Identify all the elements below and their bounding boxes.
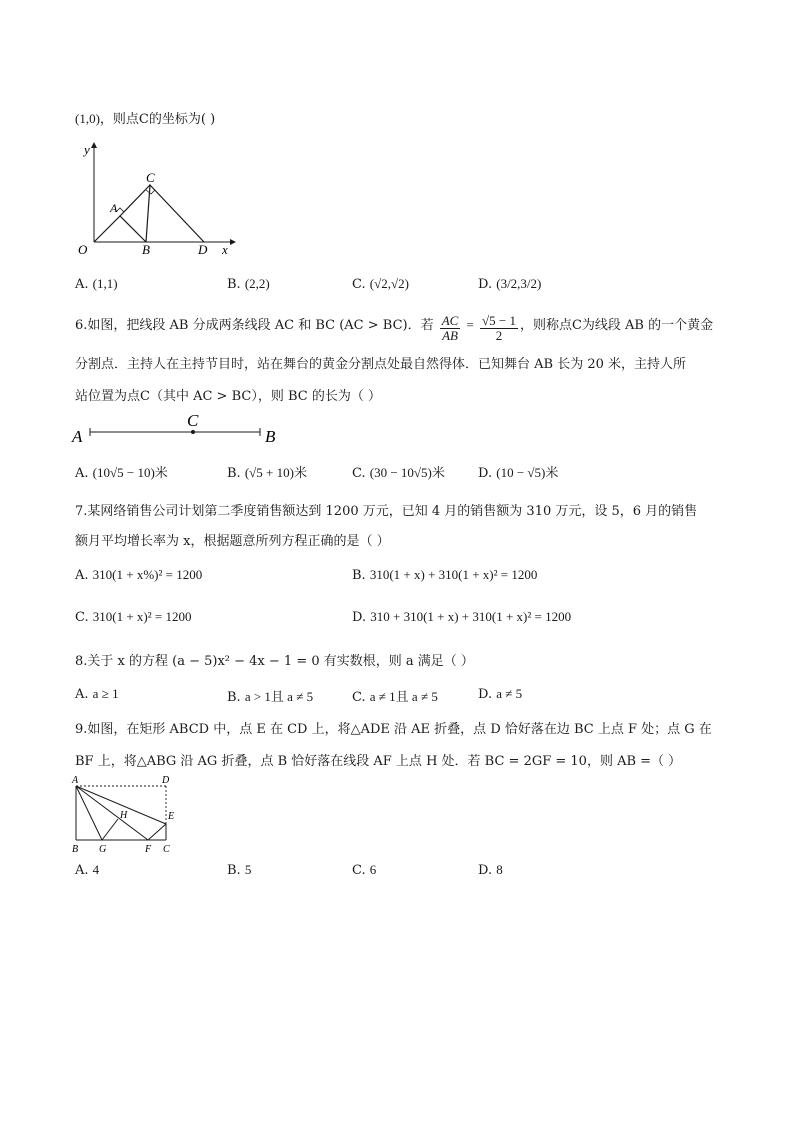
q5-label-c: C xyxy=(146,170,155,185)
q9-option-b[interactable]: B. 5 xyxy=(227,862,252,878)
q5-label-x: x xyxy=(222,242,228,257)
q9-option-a[interactable]: A. 4 xyxy=(75,862,100,878)
q5-label-o: O xyxy=(78,242,88,257)
q9-label-g: G xyxy=(99,844,107,855)
q5-option-a[interactable]: A. (1,1) xyxy=(75,276,118,292)
q6-option-c[interactable]: C. (30 − 10√5)米 xyxy=(352,465,445,481)
q8-option-d[interactable]: D. a ≠ 5 xyxy=(478,686,523,702)
q9-figure xyxy=(68,772,188,858)
q9-label-h: H xyxy=(120,810,128,821)
q9-stem-line2: BF 上，将△ABG 沿 AG 折叠，点 B 恰好落在线段 AF 上点 H 处．若 BC = 2GF = 10，则 AB =（ ） xyxy=(75,754,682,769)
q6-stem-line2: 分割点．主持人在主持节目时，站在舞台的黄金分割点处最自然得体．已知舞台 AB 长为 20 米，主持人所 xyxy=(75,357,687,372)
q5-option-b[interactable]: B. (2,2) xyxy=(227,276,270,292)
q6-stem-line3: 站位置为点C（其中 AC > BC），则 BC 的长为（ ） xyxy=(75,389,381,404)
q5-stem xyxy=(75,108,215,127)
q8-option-a[interactable]: A. a ≥ 1 xyxy=(75,686,119,702)
q6-fraction-golden: $\frac{√5 - 1}{2}$ xyxy=(481,313,516,343)
q6-label-c: C xyxy=(187,411,199,430)
q5-label-b: B xyxy=(142,242,150,257)
q7-option-c[interactable]: C. 310(1 + x)² = 1200 xyxy=(75,609,192,625)
q5-figure xyxy=(70,140,240,260)
q8-stem: 8.关于 x 的方程 (a − 5)x² − 4x − 1 = 0 有实数根，则 a 满足（ ） xyxy=(75,654,474,669)
q7-option-a[interactable]: A. 310(1 + x%)² = 1200 xyxy=(75,567,203,583)
q5-label-y: y xyxy=(84,142,90,157)
q9-option-d[interactable]: D. 8 xyxy=(478,862,503,878)
q6-label-b: B xyxy=(265,427,276,446)
q5-option-d[interactable]: D. (3/2,3/2) xyxy=(478,276,542,292)
q5-stem-tail: ，则点C的坐标为( ) xyxy=(99,112,216,127)
q5-coord: (1,0) xyxy=(75,111,100,126)
q9-option-c[interactable]: C. 6 xyxy=(352,862,377,878)
q5-label-a: A xyxy=(110,201,118,215)
q8-option-b[interactable]: B. a > 1且 a ≠ 5 xyxy=(227,689,314,705)
q9-stem-line1: 9.如图，在矩形 ABCD 中，点 E 在 CD 上，将△ADE 沿 AE 折叠，点 D 恰好落在边 BC 上点 F 处；点 G 在 xyxy=(75,722,712,737)
q7-stem-line1: 7.某网络销售公司计划第二季度销售额达到 1200 万元，已知 4 月的销售额为 310 万元，设 5，6 月的销售 xyxy=(75,504,698,519)
q6-figure xyxy=(70,408,290,448)
q6-stem-line1: 6.如图，把线段 AB 分成两条线段 AC 和 BC (AC > BC)．若 $\frac{AC}{AB}$ = $\frac{√5 - 1}{2}$ ，则称点C为线段 AB 的一个黄金 xyxy=(75,313,714,343)
q7-option-b[interactable]: B. 310(1 + x) + 310(1 + x)² = 1200 xyxy=(352,567,538,583)
q6-fraction-ac-ab: $\frac{AC}{AB}$ xyxy=(441,313,459,343)
q9-label-c: C xyxy=(163,844,170,855)
q9-label-f: F xyxy=(145,844,152,855)
q9-label-e: E xyxy=(168,811,175,822)
q9-label-b: B xyxy=(72,844,79,855)
q9-label-a: A xyxy=(72,775,79,786)
q9-label-d: D xyxy=(162,775,170,786)
q7-option-d[interactable]: D. 310 + 310(1 + x) + 310(1 + x)² = 1200 xyxy=(352,609,572,625)
q6-option-d[interactable]: D. (10 − √5)米 xyxy=(478,465,559,481)
q6-option-b[interactable]: B. (√5 + 10)米 xyxy=(227,465,307,481)
q6-label-a: A xyxy=(72,427,83,446)
q5-option-c[interactable]: C. (√2,√2) xyxy=(352,276,409,292)
q5-label-d: D xyxy=(198,242,208,257)
q7-stem-line2: 额月平均增长率为 x，根据题意所列方程正确的是（ ） xyxy=(75,534,390,549)
q6-option-a[interactable]: A. (10√5 − 10)米 xyxy=(75,465,168,481)
q8-option-c[interactable]: C. a ≠ 1且 a ≠ 5 xyxy=(352,689,438,705)
